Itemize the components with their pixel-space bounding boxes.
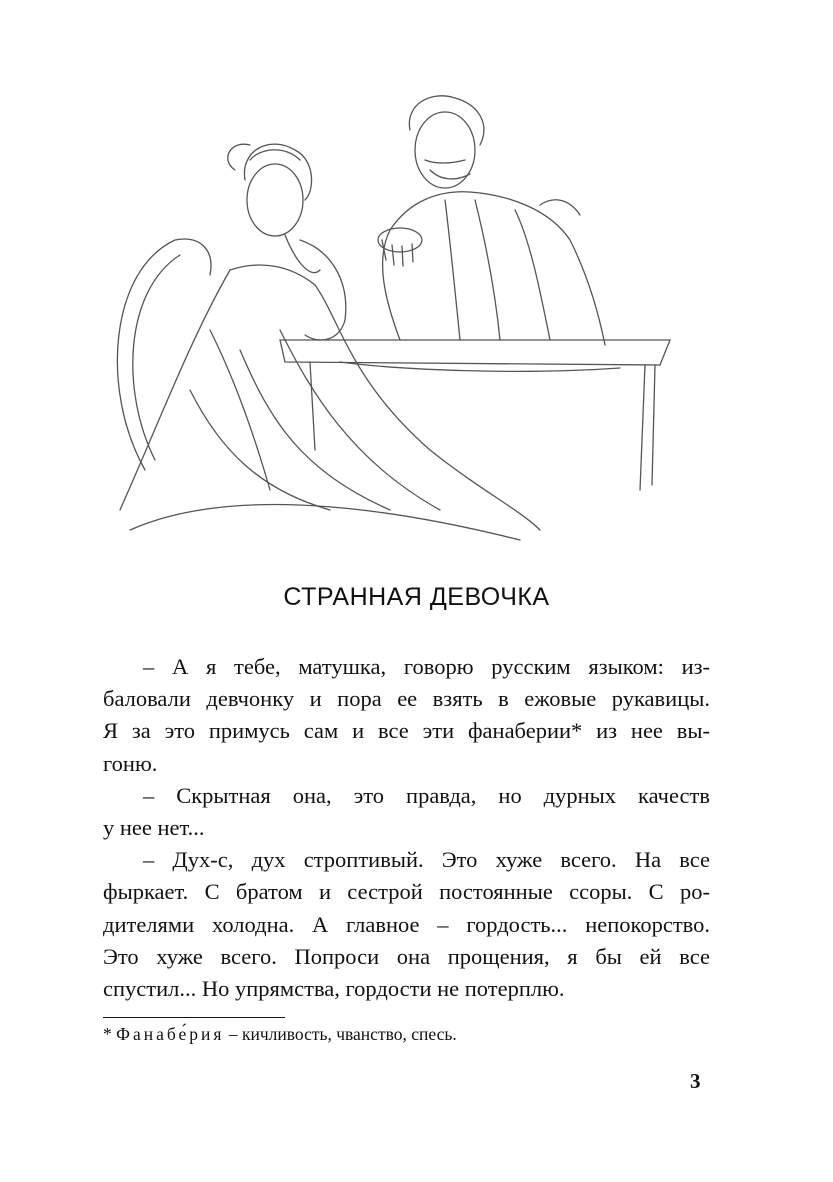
- chapter-title: СТРАННАЯ ДЕВОЧКА: [283, 583, 550, 611]
- text-line: Это хуже всего. Попроси она прощения, я бы ей все: [103, 943, 710, 969]
- footnote-definition: – кичливость, чванство, спесь.: [228, 1024, 457, 1044]
- text-line: гоню.: [103, 750, 158, 776]
- text-line: спустил... Но упрямства, гордости не потерплю.: [103, 975, 565, 1001]
- footnote-divider: [103, 1017, 285, 1018]
- body-text: [103, 651, 710, 1005]
- text-line: дителями холодна. А главное – гордость... непокорство.: [103, 911, 710, 937]
- text-line: – Дух-с, дух строптивый. Это хуже всего. На все: [143, 847, 710, 873]
- text-line: баловали девчонку и пора ее взять в ежовые рукавицы.: [103, 686, 710, 712]
- text-line: – Скрытная она, это правда, но дурных качеств: [143, 782, 710, 808]
- text-line: у нее нет...: [103, 814, 205, 840]
- text-line: – А я тебе, матушка, говорю русским языком: из-: [143, 654, 710, 679]
- text-line: фыркает. С братом и сестрой постоянные ссоры. С ро-: [103, 879, 710, 905]
- illustration: [100, 90, 740, 560]
- footnote-marker: *: [103, 1024, 112, 1044]
- footnote: [103, 1024, 457, 1045]
- sketch-illustration-icon: [100, 90, 740, 560]
- text-line: Я за это примусь сам и все эти фанаберии* из нее вы-: [103, 718, 710, 744]
- footnote-term: Фанабе́рия: [116, 1024, 225, 1044]
- page-number: 3: [690, 1069, 701, 1093]
